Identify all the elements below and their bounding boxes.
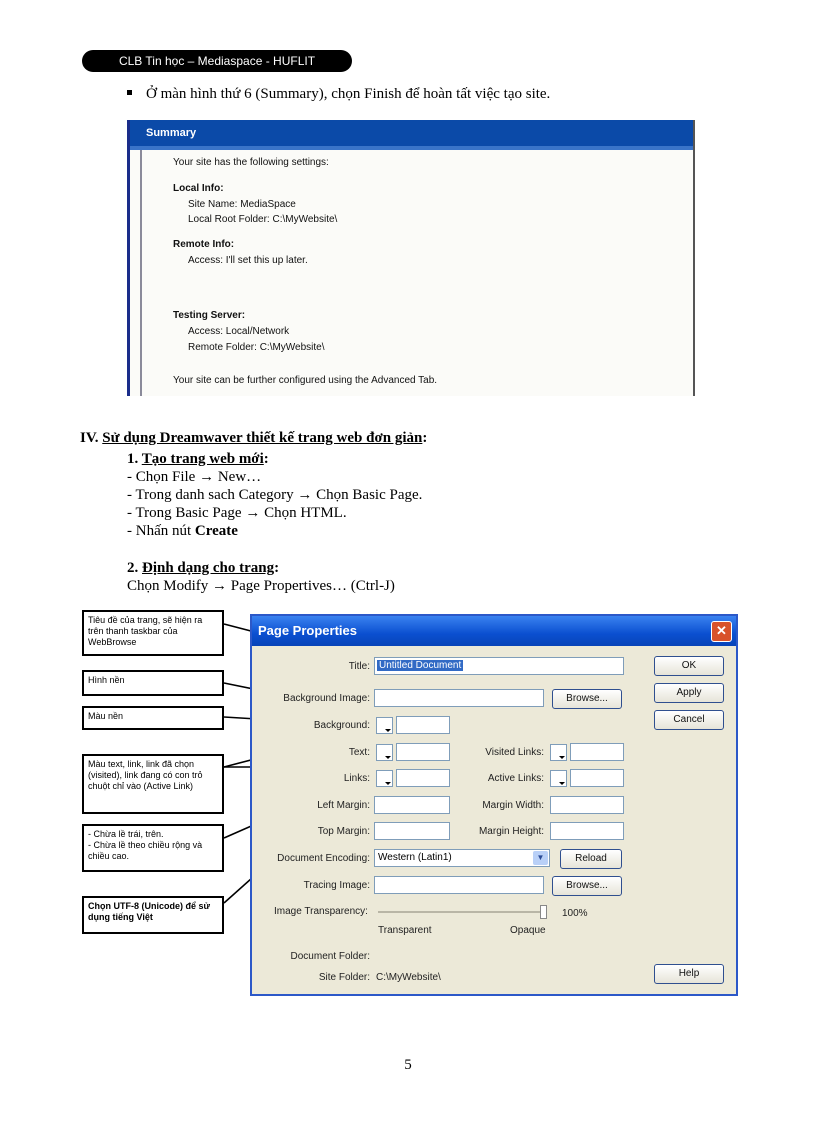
- step-1: - Chọn File → New…: [127, 469, 262, 485]
- intro-bullet: [127, 86, 550, 103]
- header-club-badge: CLB Tin học – Mediaspace - HUFLIT: [82, 50, 352, 72]
- encoding-select[interactable]: Western (Latin1) ▼: [374, 849, 550, 867]
- reload-button[interactable]: Reload: [560, 849, 622, 869]
- visited-links-label: Visited Links:: [485, 747, 544, 758]
- tracing-image-label: Tracing Image:: [303, 880, 370, 891]
- links-color-swatch[interactable]: [376, 770, 393, 787]
- title-input[interactable]: Untitled Document: [374, 657, 624, 675]
- active-links-swatch[interactable]: [550, 770, 567, 787]
- bg-image-input[interactable]: [374, 689, 544, 707]
- section-4-title: Sử dụng Dreamwaver thiết kế trang web đơn giản: [102, 430, 423, 446]
- close-icon[interactable]: ✕: [711, 621, 732, 642]
- note-title: Tiêu đề của trang, sẽ hiện ra trên thanh taskbar của WebBrowse: [82, 610, 224, 656]
- opaque-label: Opaque: [510, 925, 546, 936]
- summary-title: Summary: [130, 120, 693, 146]
- note-margins: - Chừa lề trái, trên. - Chừa lề theo chiều rộng và chiều cao.: [82, 824, 224, 872]
- left-margin-label: Left Margin:: [317, 800, 370, 811]
- visited-links-swatch[interactable]: [550, 744, 567, 761]
- step-4: - Nhấn nút Create: [127, 523, 238, 539]
- intro-bullet-text: Ở màn hình thứ 6 (Summary), chọn Finish để hoàn tất việc tạo site.: [146, 86, 551, 102]
- summary-remote-access: Access: I'll set this up later.: [188, 255, 308, 266]
- active-links-label: Active Links:: [487, 773, 544, 784]
- subsection-2-text: Chọn Modify → Page Propertives… (Ctrl-J): [127, 578, 395, 594]
- summary-testing-access: Access: Local/Network: [188, 326, 290, 337]
- transparency-slider-thumb[interactable]: [540, 905, 547, 919]
- text-color-input[interactable]: [396, 743, 450, 761]
- tracing-browse-button[interactable]: Browse...: [552, 876, 622, 896]
- background-color-swatch[interactable]: [376, 717, 393, 734]
- page-properties-dialog: [250, 614, 738, 996]
- subsection-1-title: Tạo trang web mới: [141, 451, 264, 467]
- bg-image-label: Background Image:: [283, 693, 370, 704]
- apply-button[interactable]: Apply: [654, 683, 724, 703]
- subsection-2-title: Định dạng cho trang: [142, 560, 275, 576]
- site-folder-value: C:\MyWebsite\: [376, 972, 441, 983]
- summary-testing-heading: Testing Server:: [173, 310, 246, 321]
- ok-button[interactable]: OK: [654, 656, 724, 676]
- step-3: - Trong Basic Page → Chọn HTML.: [127, 505, 347, 521]
- margin-width-label: Margin Width:: [482, 800, 544, 811]
- margin-width-input[interactable]: [550, 796, 624, 814]
- help-button[interactable]: Help: [654, 964, 724, 984]
- active-links-input[interactable]: [570, 769, 624, 787]
- summary-remote-folder: Remote Folder: C:\MyWebsite\: [188, 342, 325, 353]
- page-number: 5: [404, 1057, 412, 1073]
- section-4-heading: IV. Sử dụng Dreamwaver thiết kế trang web đơn giản:: [80, 430, 428, 446]
- note-bg-color: Màu nền: [82, 706, 224, 730]
- visited-links-input[interactable]: [570, 743, 624, 761]
- bullet-square-icon: [127, 90, 132, 95]
- cancel-button[interactable]: Cancel: [654, 710, 724, 730]
- summary-local-root: Local Root Folder: C:\MyWebsite\: [188, 214, 338, 225]
- create-label: Create: [194, 523, 238, 539]
- summary-intro: Your site has the following settings:: [173, 157, 329, 168]
- tracing-image-input[interactable]: [374, 876, 544, 894]
- document-folder-label: Document Folder:: [290, 951, 370, 962]
- top-margin-input[interactable]: [374, 822, 450, 840]
- title-label: Title:: [348, 661, 370, 672]
- transparent-label: Transparent: [378, 925, 432, 936]
- transparency-value: 100%: [562, 908, 588, 919]
- summary-screenshot: [127, 120, 695, 396]
- note-bg-image: Hình nền: [82, 670, 224, 696]
- summary-local-heading: Local Info:: [173, 183, 224, 194]
- summary-remote-heading: Remote Info:: [173, 239, 235, 250]
- bg-image-browse-button[interactable]: Browse...: [552, 689, 622, 709]
- chevron-down-icon: ▼: [533, 851, 548, 865]
- subsection-2-heading: 2. Định dạng cho trang:: [127, 560, 280, 576]
- links-color-input[interactable]: [396, 769, 450, 787]
- site-folder-label: Site Folder:: [318, 972, 370, 983]
- subsection-1-heading: 1. Tạo trang web mới:: [127, 451, 269, 467]
- top-margin-label: Top Margin:: [317, 826, 370, 837]
- summary-footer: Your site can be further configured using the Advanced Tab.: [173, 375, 438, 386]
- dialog-title: Page Properties: [252, 616, 736, 646]
- text-color-label: Text:: [348, 747, 370, 758]
- margin-height-input[interactable]: [550, 822, 624, 840]
- note-encoding: Chọn UTF-8 (Unicode) để sử dụng tiếng Việt: [82, 896, 224, 934]
- margin-height-label: Margin Height:: [478, 826, 544, 837]
- note-colors: Màu text, link, link đã chọn (visited), link đang có con trỏ chuột chỉ vào (Active Link): [82, 754, 224, 814]
- transparency-label: Image Transparency:: [274, 906, 368, 917]
- summary-site-name: Site Name: MediaSpace: [188, 199, 296, 210]
- text-color-swatch[interactable]: [376, 744, 393, 761]
- background-label: Background:: [313, 720, 370, 731]
- step-2: - Trong danh sach Category → Chọn Basic Page.: [127, 487, 423, 503]
- links-color-label: Links:: [343, 773, 370, 784]
- transparency-slider-track[interactable]: [378, 911, 544, 913]
- left-margin-input[interactable]: [374, 796, 450, 814]
- background-color-input[interactable]: [396, 716, 450, 734]
- encoding-label: Document Encoding:: [277, 853, 370, 864]
